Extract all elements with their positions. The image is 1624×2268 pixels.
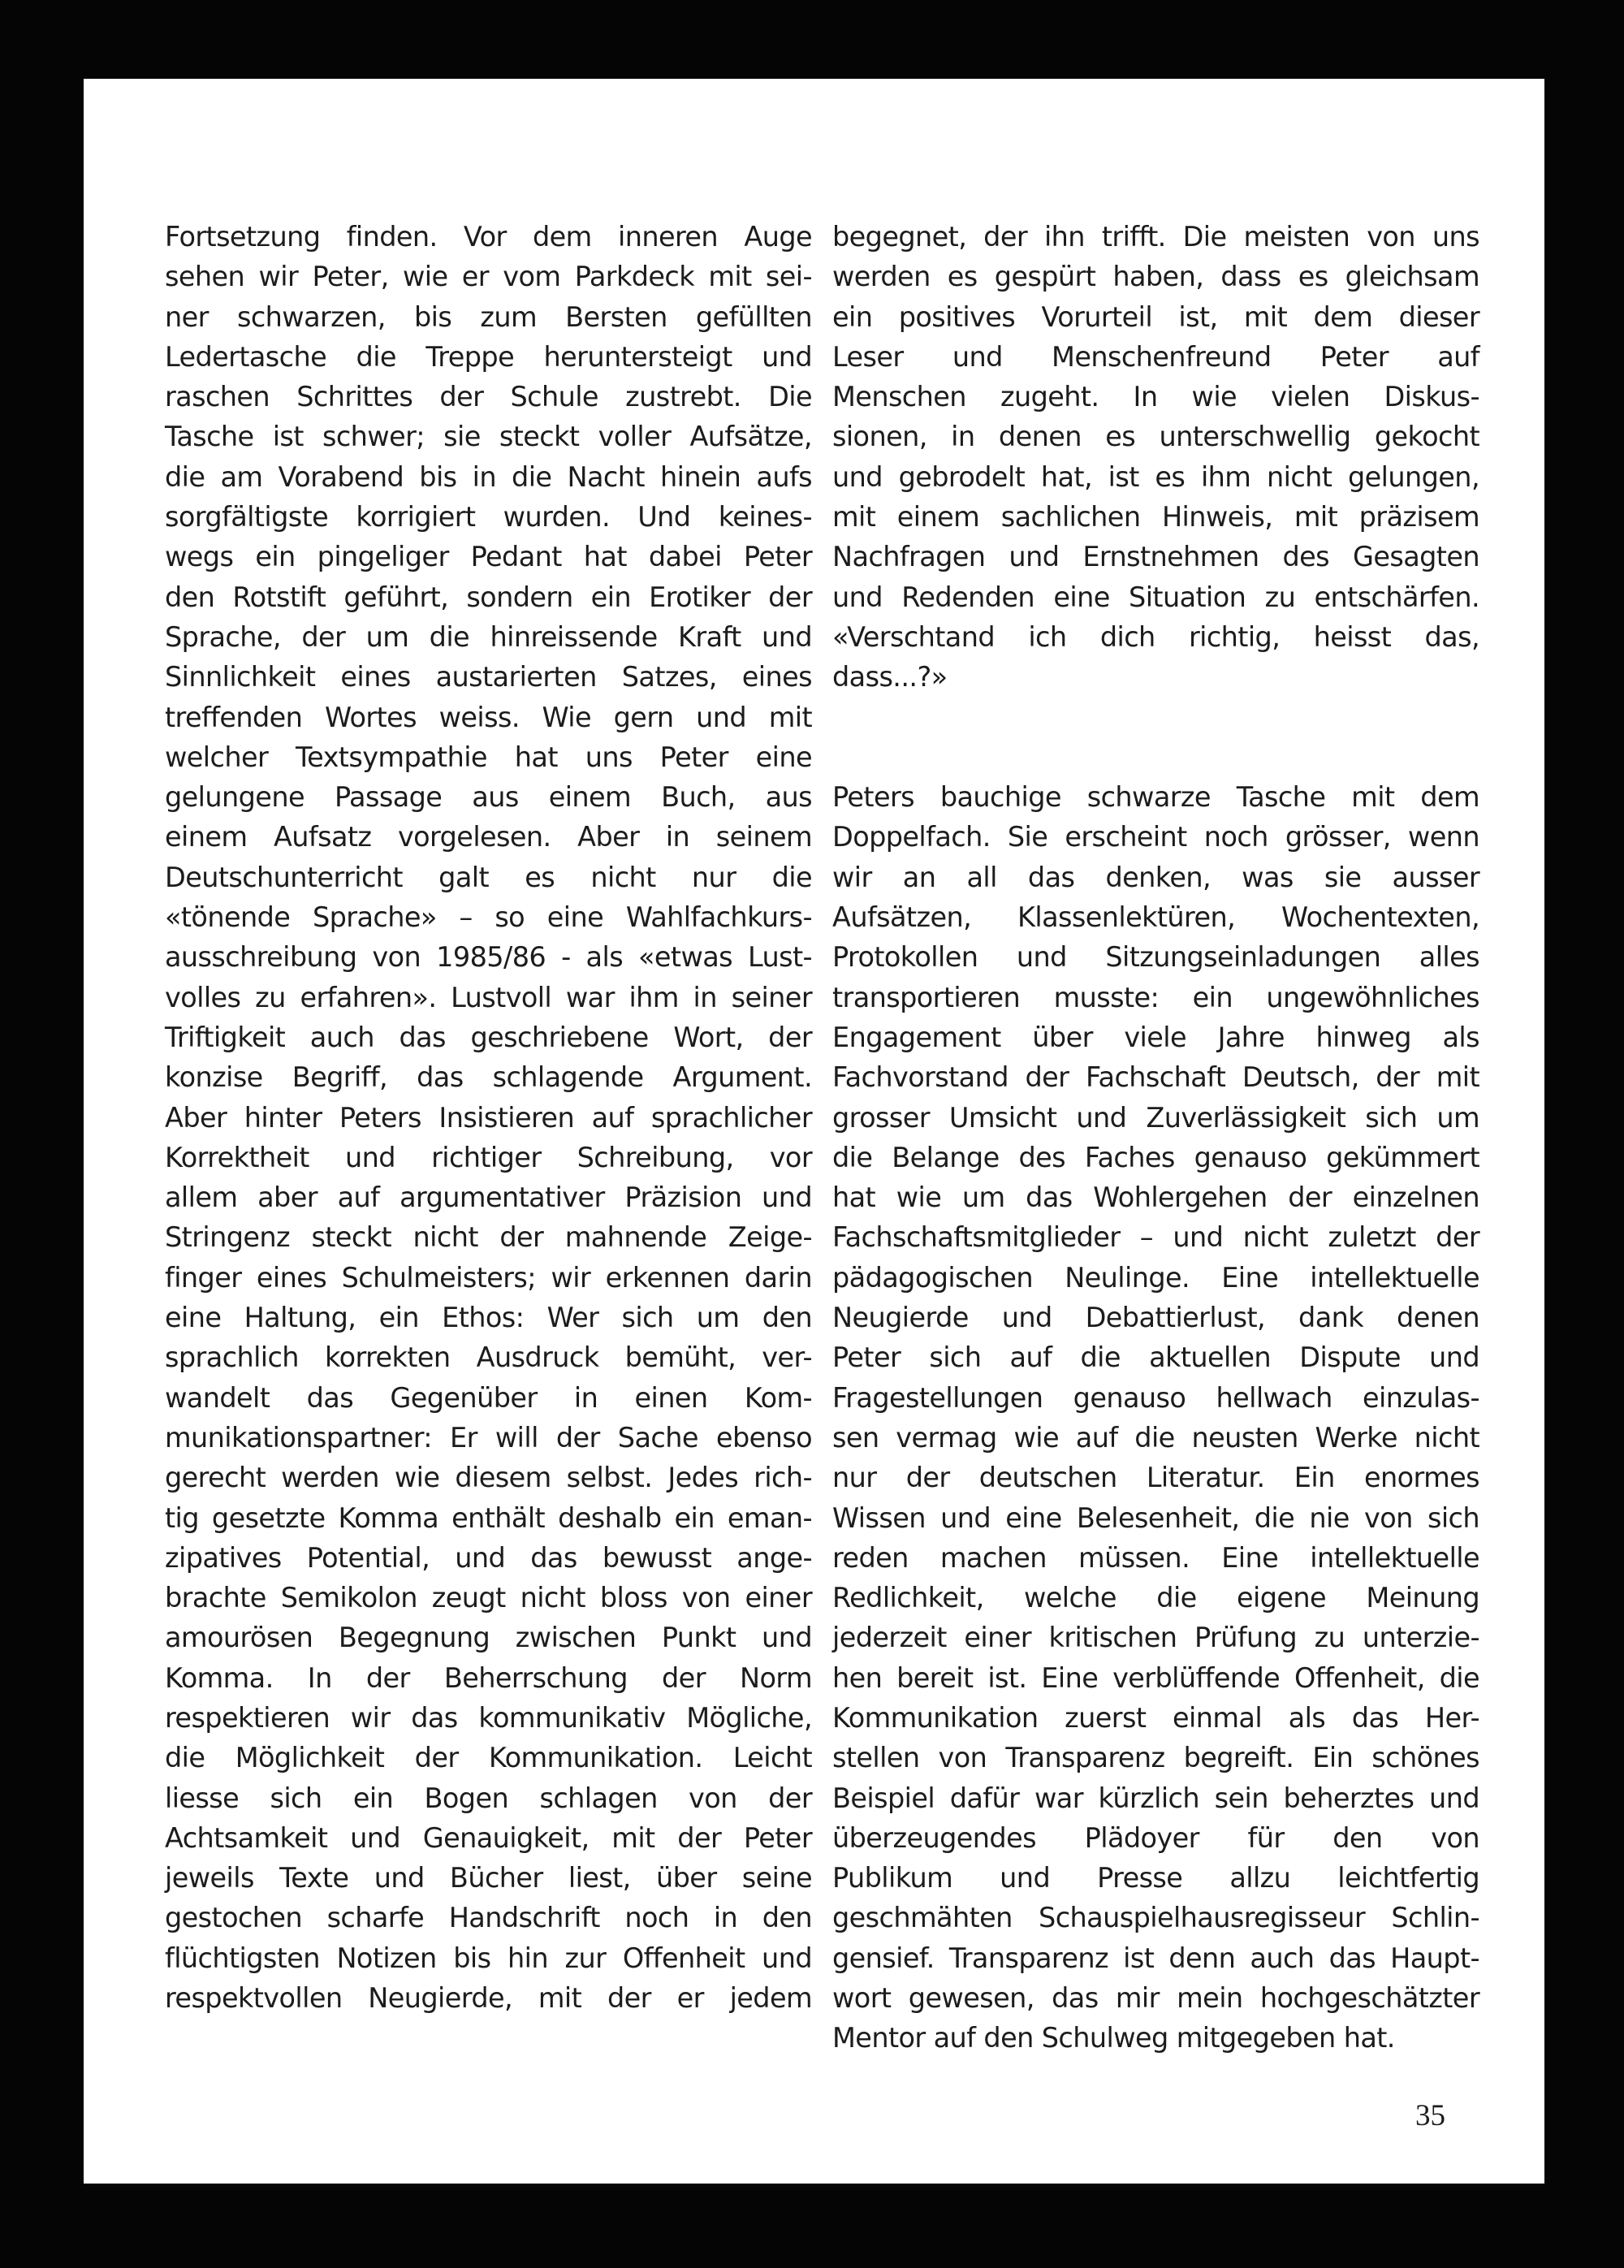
text-line: Ledertasche die Treppe heruntersteigt und [165, 340, 812, 373]
text-line: brachte Semikolon zeugt nicht bloss von einer [165, 1582, 812, 1614]
paragraph [832, 777, 1479, 2058]
text-line: Fachschaftsmitglieder – und nicht zuletzt der [832, 1221, 1479, 1254]
text-line: den Rotstift geführt, sondern ein Erotiker der [165, 581, 812, 613]
text-line: Redlichkeit, welche die eigene Meinung [832, 1582, 1479, 1614]
text-line: welcher Textsympathie hat uns Peter eine [165, 741, 812, 773]
text-line: nur der deutschen Literatur. Ein enormes [832, 1462, 1479, 1494]
text-line: amourösen Begegnung zwischen Punkt und [165, 1622, 812, 1654]
paragraph-spacer [832, 698, 1479, 737]
text-line: volles zu erfahren». Lustvoll war ihm in seiner [165, 981, 812, 1013]
text-line: wort gewesen, das mir mein hochgeschätzter [832, 1982, 1479, 2015]
text-line: sehen wir Peter, wie er vom Parkdeck mit sei- [165, 261, 812, 293]
text-line: und Redenden eine Situation zu entschärfen. [832, 581, 1479, 613]
text-line: überzeugendes Plädoyer für den von [832, 1821, 1479, 1854]
text-line: jeweils Texte und Bücher liest, über seine [165, 1862, 812, 1894]
text-line: tig gesetzte Komma enthält deshalb ein eman- [165, 1501, 812, 1534]
text-line: Peter sich auf die aktuellen Dispute und [832, 1341, 1479, 1374]
text-line: sprachlich korrekten Ausdruck bemüht, ver- [165, 1341, 812, 1374]
paragraph-spacer [832, 737, 1479, 777]
text-line: Sprache, der um die hinreissende Kraft und [165, 620, 812, 653]
right-text-column [832, 217, 1479, 2058]
text-line: Sinnlichkeit eines austarierten Satzes, eines [165, 661, 812, 693]
text-line: eine Haltung, ein Ethos: Wer sich um den [165, 1302, 812, 1334]
text-line: Beispiel dafür war kürzlich sein beherztes und [832, 1782, 1479, 1814]
text-line: raschen Schrittes der Schule zustrebt. Die [165, 381, 812, 413]
text-line: Triftigkeit auch das geschriebene Wort, der [165, 1021, 812, 1053]
text-line: Neugierde und Debattierlust, dank denen [832, 1302, 1479, 1334]
text-line: reden machen müssen. Eine intellektuelle [832, 1541, 1479, 1574]
text-line: allem aber auf argumentativer Präzision und [165, 1182, 812, 1214]
text-line: liesse sich ein Bogen schlagen von der [165, 1782, 812, 1814]
text-line: gelungene Passage aus einem Buch, aus [165, 781, 812, 814]
text-line: einem Aufsatz vorgelesen. Aber in seinem [165, 821, 812, 853]
text-line: sionen, in denen es unterschwellig gekocht [832, 421, 1479, 453]
text-line: sen vermag wie auf die neusten Werke nicht [832, 1421, 1479, 1454]
text-line: flüchtigsten Notizen bis hin zur Offenheit und [165, 1942, 812, 1974]
text-line: die am Vorabend bis in die Nacht hinein aufs [165, 460, 812, 493]
text-line: respektieren wir das kommunikativ Mögliche, [165, 1701, 812, 1734]
text-line: zipatives Potential, und das bewusst ange- [165, 1541, 812, 1574]
text-line: Wissen und eine Belesenheit, die nie von sich [832, 1501, 1479, 1534]
text-line: dass...?» [832, 661, 948, 693]
text-line: Fortsetzung finden. Vor dem inneren Auge [165, 221, 812, 253]
text-line: respektvollen Neugierde, mit der er jedem [165, 1982, 812, 2015]
text-line: ausschreibung von 1985/86 - als «etwas Lust- [165, 941, 812, 974]
text-line: gestochen scharfe Handschrift noch in den [165, 1902, 812, 1934]
document-page [84, 79, 1544, 2184]
text-line: treffenden Wortes weiss. Wie gern und mit [165, 701, 812, 733]
text-line: mit einem sachlichen Hinweis, mit präzisem [832, 501, 1479, 534]
text-line: Peters bauchige schwarze Tasche mit dem [832, 781, 1479, 814]
text-line: hat wie um das Wohlergehen der einzelnen [832, 1182, 1479, 1214]
text-line: wir an all das denken, was sie ausser [832, 861, 1479, 893]
text-line: Achtsamkeit und Genauigkeit, mit der Peter [165, 1821, 812, 1854]
text-line: finger eines Schulmeisters; wir erkennen darin [165, 1261, 812, 1294]
text-line: grosser Umsicht und Zuverlässigkeit sich um [832, 1101, 1479, 1134]
text-line: geschmähten Schauspielhausregisseur Schlin- [832, 1902, 1479, 1934]
text-line: Engagement über viele Jahre hinweg als [832, 1021, 1479, 1053]
left-text-column [165, 217, 812, 2018]
text-line: wandelt das Gegenüber in einen Kom- [165, 1381, 812, 1414]
text-line: sorgfältigste korrigiert wurden. Und keines- [165, 501, 812, 534]
text-line: Kommunikation zuerst einmal als das Her- [832, 1701, 1479, 1734]
text-line: munikationspartner: Er will der Sache ebenso [165, 1421, 812, 1454]
text-line: Korrektheit und richtiger Schreibung, vor [165, 1141, 812, 1173]
page-number: 35 [1415, 2099, 1445, 2132]
text-line: begegnet, der ihn trifft. Die meisten von uns [832, 221, 1479, 253]
text-line: Mentor auf den Schulweg mitgegeben hat. [832, 2022, 1395, 2054]
text-line: die Möglichkeit der Kommunikation. Leicht [165, 1742, 812, 1774]
text-line: Fragestellungen genauso hellwach einzulas- [832, 1381, 1479, 1414]
text-line: ner schwarzen, bis zum Bersten gefüllten [165, 300, 812, 333]
text-line: werden es gespürt haben, dass es gleichsam [832, 261, 1479, 293]
text-line: Aber hinter Peters Insistieren auf sprachlicher [165, 1101, 812, 1134]
text-line: pädagogischen Neulinge. Eine intellektuelle [832, 1261, 1479, 1294]
text-line: «Verschtand ich dich richtig, heisst das, [832, 620, 1479, 653]
text-line: Deutschunterricht galt es nicht nur die [165, 861, 812, 893]
text-line: Nachfragen und Ernstnehmen des Gesagten [832, 541, 1479, 573]
text-line: Tasche ist schwer; sie steckt voller Aufsätze, [165, 421, 812, 453]
text-line: wegs ein pingeliger Pedant hat dabei Peter [165, 541, 812, 573]
text-line: konzise Begriff, das schlagende Argument. [165, 1061, 812, 1094]
text-line: ein positives Vorurteil ist, mit dem dieser [832, 300, 1479, 333]
text-line: Aufsätzen, Klassenlektüren, Wochentexten, [832, 901, 1479, 934]
text-line: Komma. In der Beherrschung der Norm [165, 1661, 812, 1694]
text-line: Protokollen und Sitzungseinladungen alles [832, 941, 1479, 974]
paragraph [832, 217, 1479, 698]
text-line: gerecht werden wie diesem selbst. Jedes rich- [165, 1462, 812, 1494]
text-line: «tönende Sprache» – so eine Wahlfachkurs- [165, 901, 812, 934]
text-line: hen bereit ist. Eine verblüffende Offenheit, die [832, 1661, 1479, 1694]
text-line: Fachvorstand der Fachschaft Deutsch, der mit [832, 1061, 1479, 1094]
text-line: Leser und Menschenfreund Peter auf [832, 340, 1479, 373]
text-line: die Belange des Faches genauso gekümmert [832, 1141, 1479, 1173]
text-line: jederzeit einer kritischen Prüfung zu unterzie- [832, 1622, 1479, 1654]
text-line: stellen von Transparenz begreift. Ein schönes [832, 1742, 1479, 1774]
text-line: Doppelfach. Sie erscheint noch grösser, wenn [832, 821, 1479, 853]
text-line: transportieren musste: ein ungewöhnliches [832, 981, 1479, 1013]
text-line: Publikum und Presse allzu leichtfertig [832, 1862, 1479, 1894]
text-line: gensief. Transparenz ist denn auch das Haupt- [832, 1942, 1479, 1974]
text-line: Menschen zugeht. In wie vielen Diskus- [832, 381, 1479, 413]
text-line: Stringenz steckt nicht der mahnende Zeige- [165, 1221, 812, 1254]
text-line: und gebrodelt hat, ist es ihm nicht gelungen, [832, 460, 1479, 493]
